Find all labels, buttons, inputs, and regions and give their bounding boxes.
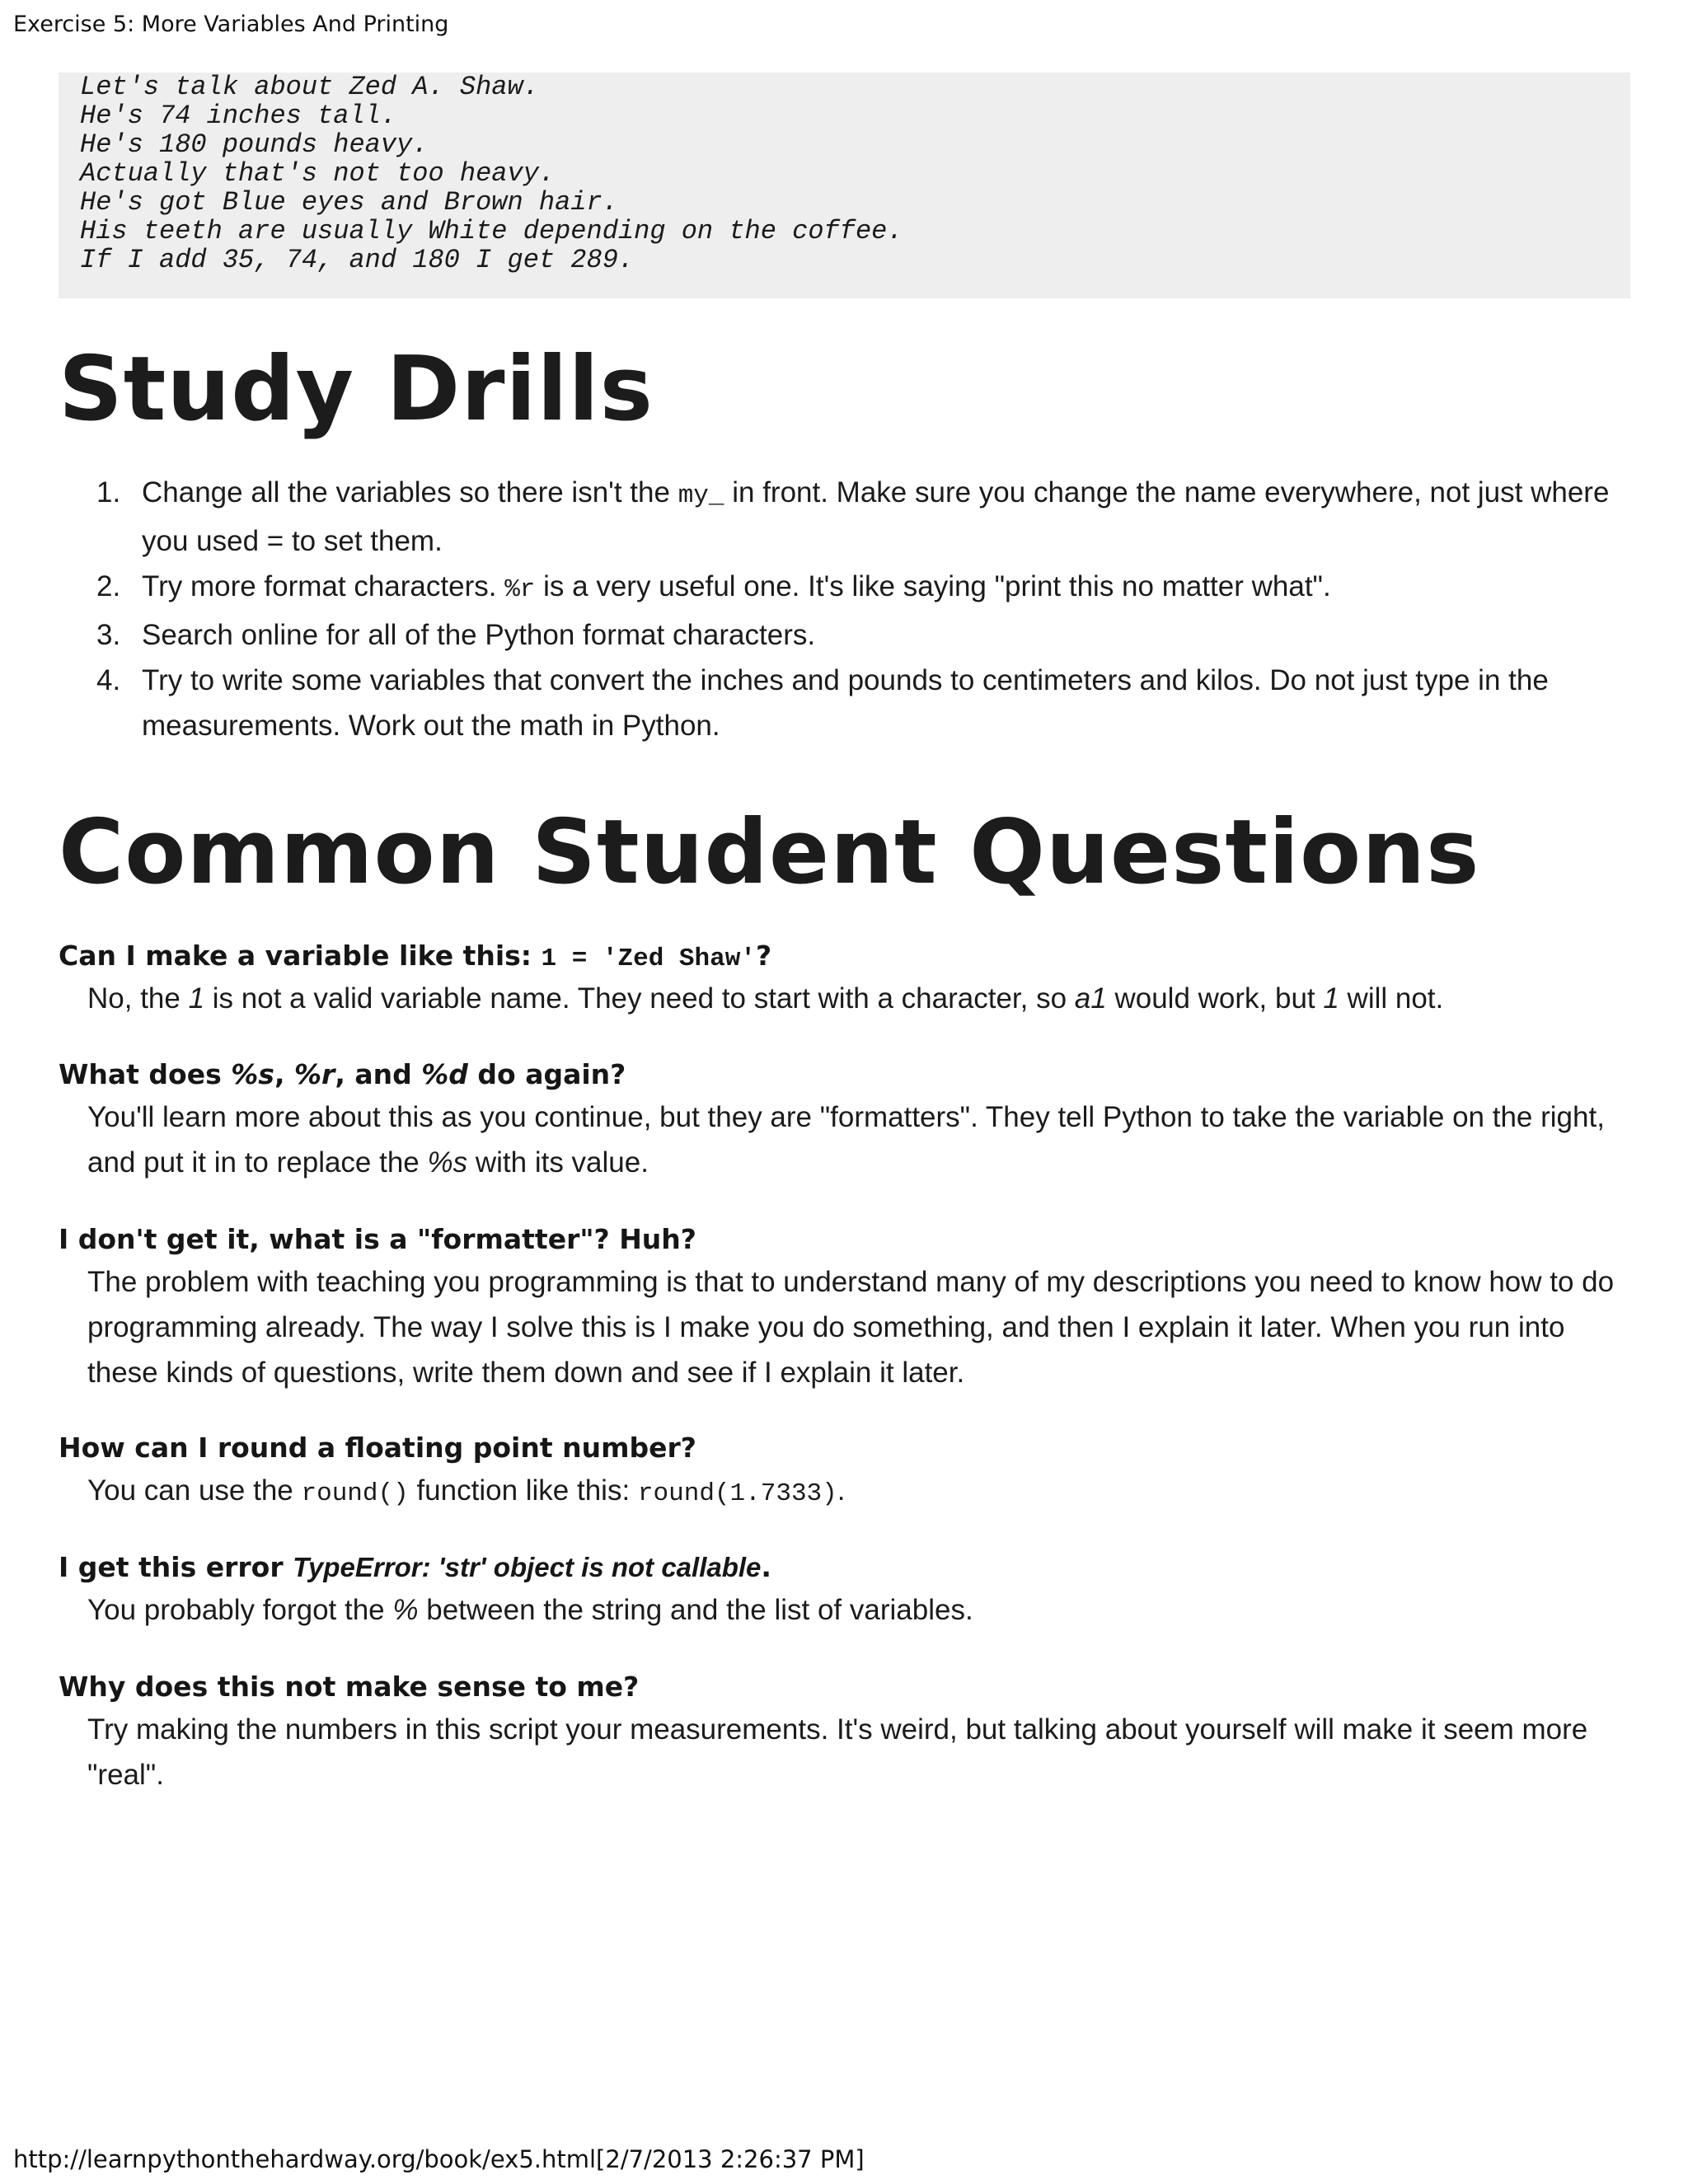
answer-emphasis: %s: [427, 1146, 468, 1179]
drill-item: [0, 470, 1615, 564]
answer-emphasis: a1: [1074, 982, 1107, 1015]
answer-6: Try making the numbers in this script your measurements. It's weird, but talking about yourself will make it seem more "real".: [87, 1713, 1588, 1791]
answer-text: between the string and the list of variables.: [418, 1594, 973, 1626]
answer-emphasis: %: [392, 1594, 419, 1626]
drill-number: 2.: [96, 570, 121, 602]
answer-5: [87, 1587, 1637, 1633]
question-3: I don't get it, what is a "formatter"? Huh?: [59, 1223, 696, 1255]
question-1: [59, 940, 771, 973]
drill-text: in front. Make sure you change the name everywhere, not just where you used = to set them.: [142, 476, 1610, 557]
answer-4: [87, 1468, 1637, 1516]
common-questions-heading: Common Student Questions: [59, 801, 1480, 904]
drill-number: 3.: [96, 619, 121, 651]
answer-text: .: [837, 1474, 846, 1507]
question-text: ?: [755, 940, 772, 972]
question-emphasis: %s: [231, 1058, 274, 1090]
answer-code: round(1.7333): [637, 1479, 837, 1508]
page-footer-url: http://learnpythonthehardway.org/book/ex5.html[2/7/2013 2:26:37 PM]: [13, 2145, 865, 2173]
question-4: How can I round a floating point number?: [59, 1432, 696, 1464]
question-emphasis: %r: [293, 1058, 335, 1090]
study-drills-list: [0, 470, 1615, 748]
drill-number: 4.: [96, 664, 121, 696]
question-text: , and: [335, 1058, 422, 1090]
answer-text: function like this:: [408, 1474, 638, 1507]
question-emphasis: TypeError: 'str' object is not callable: [293, 1552, 762, 1582]
answer-text: with its value.: [467, 1146, 649, 1179]
question-text: I get this error: [59, 1551, 293, 1583]
answer-text: will not.: [1339, 982, 1444, 1015]
question-6: Why does this not make sense to me?: [59, 1671, 640, 1703]
program-output-block: [59, 73, 1630, 298]
page-header-title: Exercise 5: More Variables And Printing: [13, 12, 449, 37]
question-text: What does: [59, 1058, 232, 1090]
output-line: He's got Blue eyes and Brown hair.: [80, 187, 618, 218]
output-line: He's 74 inches tall.: [80, 101, 397, 131]
drill-number: 1.: [96, 476, 121, 509]
output-line: His teeth are usually White depending on the coffee.: [80, 216, 903, 246]
answer-emphasis: 1: [1323, 982, 1339, 1015]
question-5: [59, 1551, 771, 1583]
question-emphasis: %d: [421, 1058, 468, 1090]
drill-text: Try to write some variables that convert the inches and pounds to centimeters and kilos. Do not just type in the measurements. Work out the math in Python.: [142, 664, 1549, 742]
drill-text: Try more format characters.: [142, 570, 505, 602]
answer-2: [87, 1094, 1637, 1185]
answer-text: You probably forgot the: [87, 1594, 393, 1626]
answer-emphasis: 1: [188, 982, 205, 1015]
output-line: If I add 35, 74, and 180 I get 289.: [80, 245, 635, 275]
answer-code: round(): [301, 1479, 409, 1508]
drill-code: %r: [504, 575, 536, 604]
output-line: Actually that's not too heavy.: [80, 158, 556, 189]
answer-text: You'll learn more about this as you continue, but they are "formatters". They tell Python to take the variable on the right, and put it in to replace the: [87, 1101, 1605, 1179]
question-text: ,: [274, 1058, 294, 1090]
question-2: [59, 1058, 626, 1090]
answer-text: No, the: [87, 982, 189, 1015]
question-text: Can I make a variable like this:: [59, 940, 542, 972]
answer-1: [87, 976, 1637, 1021]
answer-text: is not a valid variable name. They need to start with a character, so: [204, 982, 1075, 1015]
question-text: .: [761, 1551, 771, 1583]
study-drills-heading: Study Drills: [59, 338, 654, 441]
answer-text: You can use the: [87, 1474, 302, 1507]
drill-item: [0, 564, 1615, 612]
drill-item: [0, 612, 1615, 658]
drill-text: Search online for all of the Python format characters.: [142, 619, 816, 651]
question-code: 1 = 'Zed Shaw': [541, 944, 756, 973]
drill-code: my_: [678, 481, 724, 510]
output-line: He's 180 pounds heavy.: [80, 129, 429, 160]
question-text: do again?: [467, 1058, 626, 1090]
answer-text: would work, but: [1106, 982, 1324, 1015]
drill-text: Change all the variables so there isn't the: [142, 476, 678, 509]
drill-item: [0, 658, 1615, 748]
answer-3: The problem with teaching you programming is that to understand many of my descriptions you need to know how to do programming already. The way I solve this is I make you do something, and then I explain it later. When you run into these kinds of questions, write them down and see if I explain it later.: [87, 1266, 1615, 1389]
output-line: Let's talk about Zed A. Shaw.: [80, 72, 539, 102]
drill-text: is a very useful one. It's like saying "print this no matter what".: [535, 570, 1331, 602]
